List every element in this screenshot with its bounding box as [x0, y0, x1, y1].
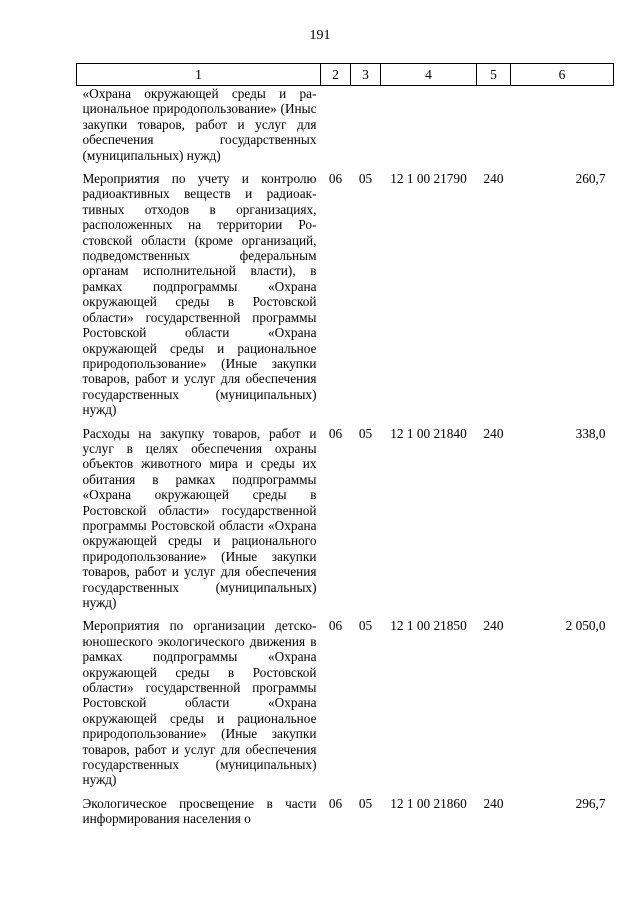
- row-section: 06: [328, 618, 343, 634]
- column-header-target-code: 4: [381, 64, 477, 86]
- row-section: 06: [328, 425, 343, 441]
- row-expense-type: 240: [483, 618, 504, 634]
- row-name: Экологическое просвещение в части информирования населения о: [82, 795, 317, 827]
- row-target-code: 12 1 00 21850: [390, 618, 467, 634]
- row-sum: 296,7: [575, 795, 606, 811]
- table-row: [77, 86, 614, 172]
- row-subsection: 05: [358, 171, 373, 187]
- row-subsection: 05: [358, 795, 373, 811]
- row-sum: 338,0: [575, 425, 606, 441]
- row-subsection: 05: [358, 425, 373, 441]
- row-expense-type: 240: [483, 795, 504, 811]
- column-header-subsection: 3: [351, 64, 381, 86]
- table-row: [77, 426, 614, 619]
- row-target-code: 12 1 00 21790: [390, 171, 467, 187]
- budget-table: [76, 63, 614, 835]
- row-sum: 260,7: [575, 171, 606, 187]
- page-number: 191: [309, 28, 331, 43]
- row-section: 06: [328, 795, 343, 811]
- row-expense-type: 240: [483, 171, 504, 187]
- row-expense-type: 240: [483, 425, 504, 441]
- row-name: Мероприятия по учету и контролю радиоактивных веществ и радиоактивных отходов в организациях, расположенных на территории Ростовской области (кроме организаций, подведомственных федеральным органам исполнительной власти), в рамках подпрограммы «Охрана окружающей среды в Ростовской области» государственной программы Ростовской области «Охрана окружающей среды и рациональное природопользование» (Иные закупки товаров, работ и услуг для обеспечения государственных (муниципальных) нужд): [82, 171, 317, 418]
- row-subsection: 05: [358, 618, 373, 634]
- table-row: [77, 171, 614, 426]
- table-header-row: [77, 64, 614, 86]
- table-row: [77, 618, 614, 795]
- column-header-expense-type: 5: [477, 64, 511, 86]
- row-name: Мероприятия по организации детско-юношеского экологического движения в рамках подпрограммы «Охрана окружающей среды в Ростовской области» государственной программы Ростовской области «Охрана окружающей среды и рациональное природопользование» (Иные закупки товаров, работ и услуг для обеспечения государственных (муниципальных) нужд): [82, 618, 317, 788]
- row-section: 06: [328, 171, 343, 187]
- row-target-code: 12 1 00 21840: [390, 425, 467, 441]
- row-name: Расходы на закупку товаров, работ и услуг в целях обеспечения охраны объектов животного мира и среды их обитания в рамках подпрограммы «Охрана окружающей среды в Ростовской области» государственной программы Ростовской области «Охрана окружающей среды и рационального природопользование» (Иные закупки товаров, работ и услуг для обеспечения государственных (муниципальных) нужд): [82, 425, 317, 610]
- column-header-sum: 6: [511, 64, 614, 86]
- column-header-section: 2: [321, 64, 351, 86]
- table-row: [77, 796, 614, 835]
- column-header-name: 1: [77, 64, 321, 86]
- row-sum: 2 050,0: [565, 618, 606, 634]
- row-target-code: 12 1 00 21860: [390, 795, 467, 811]
- row-name: «Охрана окружающей среды и рациональное природопользование» (Иныс закупки товаров, работ и услуг для обеспечения государственных (муниципальных) нужд): [82, 86, 317, 163]
